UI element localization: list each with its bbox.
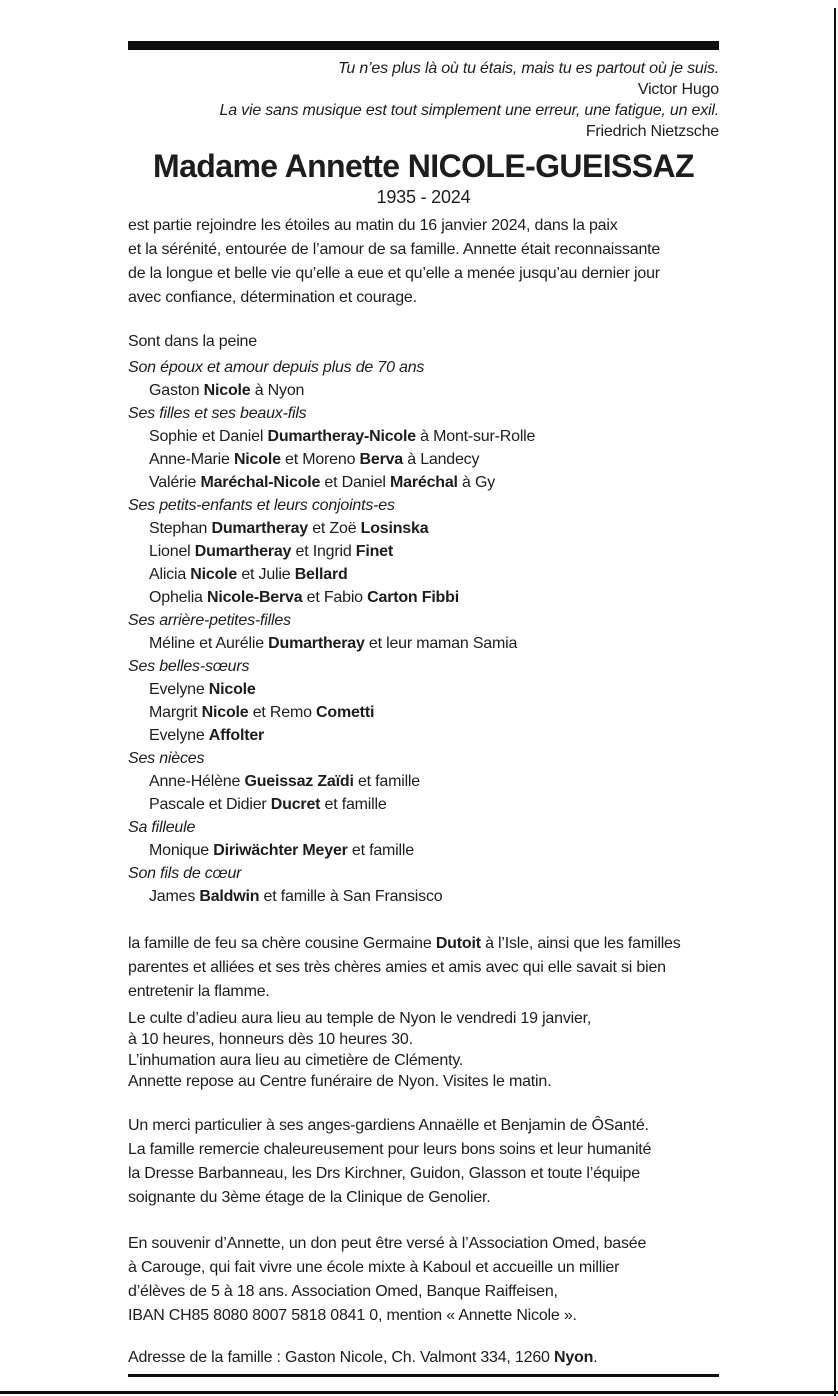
text-segment: Anne-Hélène (149, 773, 245, 790)
family-member-line (128, 724, 719, 747)
text-segment: et Remo (248, 704, 317, 721)
text-segment: à 10 heures, honneurs dès 10 heures 30. (128, 1031, 413, 1048)
thanks-paragraph (128, 1114, 719, 1210)
text-segment: En souvenir d’Annette, un don peut être versé à l’Association Omed, basée (128, 1235, 647, 1252)
family-member-line (128, 839, 719, 862)
cousin-paragraph (128, 932, 719, 1004)
text-segment: Pascale et Didier (149, 796, 271, 813)
text-segment: et Julie (237, 566, 295, 583)
page-edge-right (834, 8, 836, 1396)
family-group-header: Ses filles et ses beaux-fils (128, 405, 307, 422)
quote-text: La vie sans musique est tout simplement une erreur, une fatigue, un exil. (219, 102, 719, 119)
family-name-bold: Dumartheray (268, 635, 365, 652)
text-segment: d’élèves de 5 à 18 ans. Association Omed, Banque Raiffeisen, (128, 1283, 558, 1300)
text-segment: . (593, 1349, 598, 1366)
text-segment: IBAN CH85 8080 8007 5818 0841 0, mention « Annette Nicole ». (128, 1307, 577, 1324)
quote-author: Friedrich Nietzsche (585, 123, 719, 140)
family-name-bold: Dumartheray (211, 520, 308, 537)
text-segment: la famille de feu sa chère cousine Germaine (128, 935, 436, 952)
text-segment: et famille (347, 842, 414, 859)
family-member-line (128, 563, 719, 586)
page-edge-bottom (0, 1391, 838, 1394)
text-segment: Le culte d’adieu aura lieu au temple de Nyon le vendredi 19 janvier, (128, 1010, 592, 1027)
bottom-rule (128, 1374, 719, 1377)
family-name-bold: Affolter (208, 727, 265, 744)
donation-line (128, 1256, 719, 1280)
life-years: 1935 - 2024 (376, 187, 471, 207)
grief-label: Sont dans la peine (128, 333, 257, 350)
family-group-header: Sa filleule (128, 819, 196, 836)
cousin-line (128, 956, 719, 980)
text-segment: à Carouge, qui fait vivre une école mixte à Kaboul et accueille un millier (128, 1259, 620, 1276)
family-name-bold: Nicole (233, 451, 281, 468)
family-name-bold: Nicole (190, 566, 238, 583)
text-segment: parentes et alliées et ses très chères amies et amis avec qui elle savait si bien (128, 959, 666, 976)
text-segment: Méline et Aurélie (149, 635, 269, 652)
text-segment: Valérie (149, 474, 201, 491)
text-segment: Gaston (149, 382, 204, 399)
text-segment: Un merci particulier à ses anges-gardiens Annaëlle et Benjamin de ÔSanté. (128, 1117, 649, 1134)
donation-paragraph (128, 1232, 719, 1328)
text-segment: à Landecy (403, 451, 480, 468)
text-segment: et Zoë (307, 520, 361, 537)
family-member-line (128, 586, 719, 609)
text-segment: Lionel (149, 543, 195, 560)
intro-line (128, 214, 719, 238)
text-segment: est partie rejoindre les étoiles au matin du 16 janvier 2024, dans la paix (128, 217, 618, 234)
text-segment: la Dresse Barbanneau, les Drs Kirchner, Guidon, Glasson et toute l’équipe (128, 1165, 640, 1182)
family-group-header: Ses petits-enfants et leurs conjoints-es (128, 497, 395, 514)
text-segment: et Fabio (302, 589, 368, 606)
family-name-bold: Nicole (201, 704, 249, 721)
text-segment: Anne-Marie (149, 451, 234, 468)
family-group-header: Son époux et amour depuis plus de 70 ans (128, 359, 425, 376)
text-segment: James (149, 888, 200, 905)
text-segment: Adresse de la famille : Gaston Nicole, Ch. Valmont 334, 1260 (128, 1349, 554, 1366)
family-group-header: Ses nièces (128, 750, 205, 767)
text-segment: Margrit (149, 704, 202, 721)
text-segment: entretenir la flamme. (128, 983, 270, 1000)
text-segment: à l’Isle, ainsi que les familles (480, 935, 681, 952)
family-member-line (128, 425, 719, 448)
text-segment: et Daniel (320, 474, 391, 491)
quote-text: Tu n’es plus là où tu étais, mais tu es partout où je suis. (338, 60, 719, 77)
family-name-bold: Nicole (203, 382, 251, 399)
ceremony-line (128, 1029, 719, 1050)
family-name-bold: Dumartheray-Nicole (267, 428, 416, 445)
text-segment: et Moreno (280, 451, 360, 468)
family-member-line (128, 540, 719, 563)
ceremony-paragraph (128, 1008, 719, 1092)
family-name-bold: Maréchal (390, 474, 458, 491)
text-segment: Ophelia (149, 589, 207, 606)
text-segment: avec confiance, détermination et courage. (128, 289, 417, 306)
epigraph-block (128, 58, 719, 142)
family-name-bold: Nicole-Berva (207, 589, 303, 606)
family-name-bold: Cometti (316, 704, 375, 721)
text-segment: Evelyne (149, 681, 209, 698)
ceremony-line (128, 1050, 719, 1071)
family-name-bold: Nyon (553, 1349, 594, 1366)
family-group-header: Ses arrière-petites-filles (128, 612, 291, 629)
text-segment: et la sérénité, entourée de l’amour de sa famille. Annette était reconnaissante (128, 241, 661, 258)
family-name-bold: Carton Fibbi (367, 589, 459, 606)
family-member-line (128, 678, 719, 701)
family-name-bold: Ducret (270, 796, 321, 813)
family-member-line (128, 379, 719, 402)
donation-line (128, 1304, 719, 1328)
text-segment: et Ingrid (291, 543, 356, 560)
family-member-line (128, 701, 719, 724)
family-list (128, 356, 719, 908)
top-rule (128, 41, 719, 50)
intro-line (128, 262, 719, 286)
family-group-header: Ses belles-sœurs (128, 658, 250, 675)
family-group-header: Son fils de cœur (128, 865, 242, 882)
text-segment: Alicia (149, 566, 191, 583)
text-segment: Annette repose au Centre funéraire de Nyon. Visites le matin. (128, 1073, 552, 1090)
donation-line (128, 1232, 719, 1256)
family-name-bold: Gueissaz Zaïdi (244, 773, 354, 790)
family-member-line (128, 770, 719, 793)
intro-paragraph (128, 214, 719, 310)
family-address (128, 1346, 719, 1370)
family-name-bold: Nicole (208, 681, 256, 698)
text-segment: Monique (149, 842, 214, 859)
donation-line (128, 1280, 719, 1304)
ceremony-line (128, 1071, 719, 1092)
thanks-line (128, 1162, 719, 1186)
thanks-line (128, 1114, 719, 1138)
text-segment: de la longue et belle vie qu’elle a eue et qu’elle a menée jusqu’au dernier jour (128, 265, 660, 282)
family-name-bold: Dumartheray (194, 543, 292, 560)
intro-line (128, 238, 719, 262)
family-member-line (128, 517, 719, 540)
family-member-line (128, 885, 719, 908)
text-segment: soignante du 3ème étage de la Clinique de Genolier. (128, 1189, 491, 1206)
family-name-bold: Baldwin (199, 888, 260, 905)
text-segment: et famille à San Fransisco (259, 888, 443, 905)
text-segment: Sophie et Daniel (149, 428, 268, 445)
text-segment: La famille remercie chaleureusement pour leurs bons soins et leur humanité (128, 1141, 652, 1158)
family-name-bold: Diriwächter Meyer (213, 842, 348, 859)
family-name-bold: Maréchal-Nicole (200, 474, 321, 491)
text-segment: Evelyne (149, 727, 209, 744)
cousin-line (128, 932, 719, 956)
family-name-bold: Finet (355, 543, 394, 560)
text-segment: et famille (320, 796, 387, 813)
intro-line (128, 286, 719, 310)
family-name-bold: Losinska (360, 520, 429, 537)
family-member-line (128, 448, 719, 471)
family-name-bold: Bellard (294, 566, 348, 583)
text-segment: à Mont-sur-Rolle (415, 428, 536, 445)
cousin-line (128, 980, 719, 1004)
text-segment: et famille (353, 773, 420, 790)
text-segment: à Gy (457, 474, 496, 491)
text-segment: L’inhumation aura lieu au cimetière de Clémenty. (128, 1052, 464, 1069)
thanks-line (128, 1138, 719, 1162)
text-segment: à Nyon (250, 382, 305, 399)
text-segment: et leur maman Samia (364, 635, 518, 652)
family-member-line (128, 793, 719, 816)
family-name-bold: Berva (359, 451, 403, 468)
quote-author: Victor Hugo (637, 81, 719, 98)
family-member-line (128, 632, 719, 655)
family-member-line (128, 471, 719, 494)
notice-column (128, 41, 719, 1377)
family-name-bold: Dutoit (435, 935, 481, 952)
thanks-line (128, 1186, 719, 1210)
ceremony-line (128, 1008, 719, 1029)
deceased-name-title: Madame Annette NICOLE-GUEISSAZ (153, 148, 694, 184)
text-segment: Stephan (149, 520, 212, 537)
